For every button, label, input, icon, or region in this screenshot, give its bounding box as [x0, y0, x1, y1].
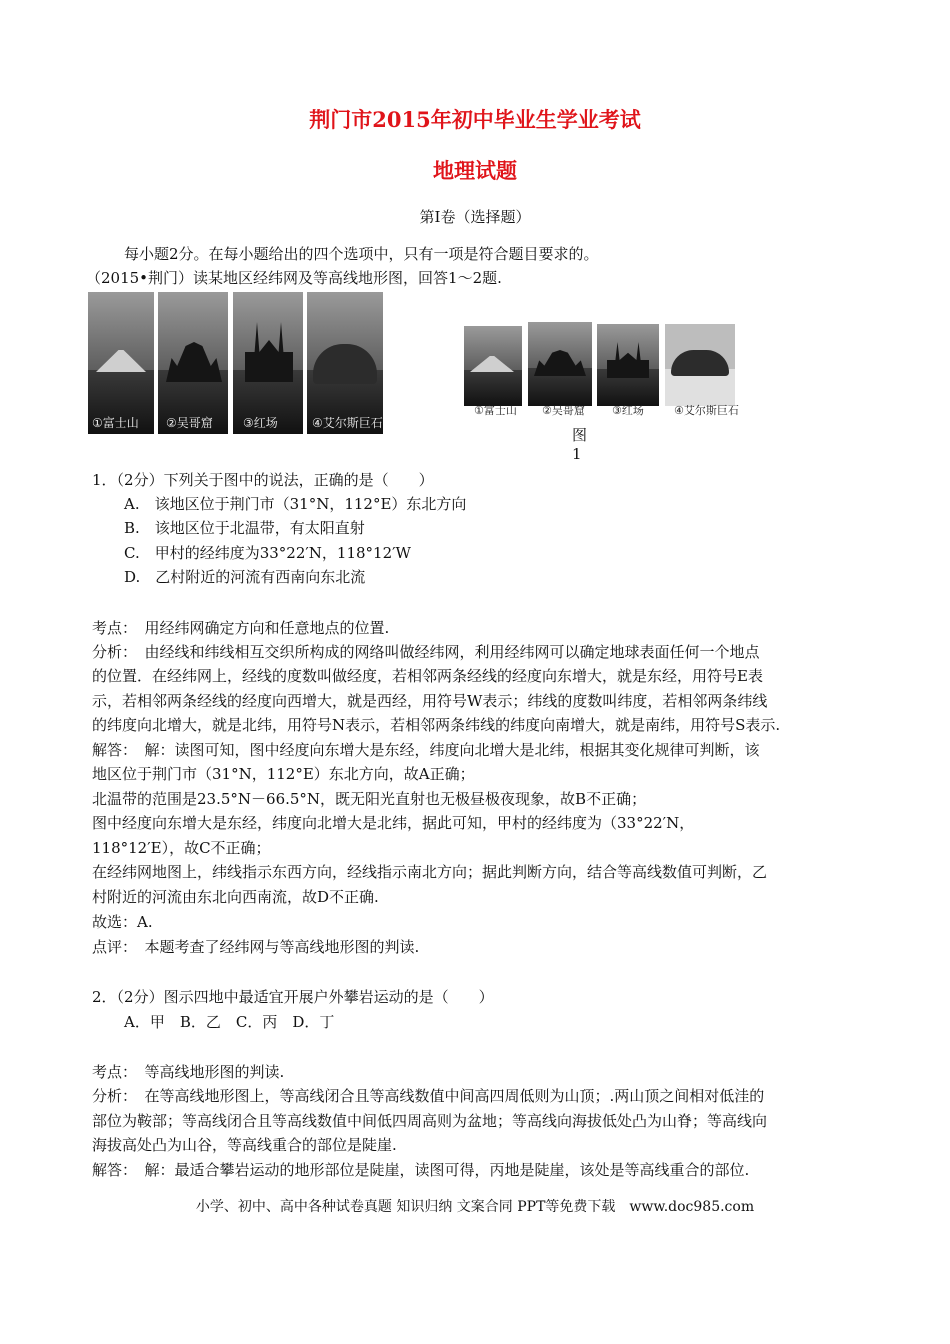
photo-uluru: [307, 292, 383, 434]
photo-angkor: [158, 292, 228, 434]
q1-answer-6: 在经纬网地图上，纬线指示东西方向，经线指示南北方向；据此判断方向，结合等高线数值可判断，乙: [92, 863, 768, 881]
photo-angkor-small: [528, 322, 592, 406]
caption-angkor-small: ②吴哥窟: [542, 404, 585, 417]
caption-red-square: ③红场: [243, 416, 278, 430]
figure-label: 图1: [572, 426, 588, 463]
q1-analysis-2: 的位置．在经纬网上，经线的度数叫做经度，若相邻两条经线的经度向东增大，就是东经，用符号E表: [92, 667, 763, 685]
section-heading: 第Ⅰ卷（选择题）: [419, 208, 531, 226]
q1-kaodian: 考点： 用经纬网确定方向和任意地点的位置.: [92, 619, 390, 637]
q2-analysis-3: 海拔高处凸为山谷，等高线重合的部位是陡崖.: [92, 1136, 397, 1154]
q1-answer-7: 村附近的河流由东北向西南流，故D不正确.: [92, 888, 379, 906]
caption-fuji-small: ①富士山: [474, 404, 517, 417]
caption-fuji: ①富士山: [92, 416, 139, 430]
q2-analysis-2: 部位为鞍部；等高线闭合且等高线数值中间低四周高则为盆地；等高线向海拔低处凸为山脊；等高线向: [92, 1112, 768, 1130]
q2-stem: 2．（2分）图示四地中最适宜开展户外攀岩运动的是（ ）: [92, 988, 494, 1006]
page-footer: 小学、初中、高中各种试卷真题 知识归纳 文案合同 PPT等免费下载 www.doc985.com: [195, 1199, 755, 1215]
q1-analysis-3: 示，若相邻两条经线的经度向西增大，就是西经，用符号W表示；纬线的度数叫纬度，若相邻两条纬线: [92, 692, 768, 710]
caption-red-square-small: ③红场: [612, 404, 644, 417]
photo-uluru-small: [665, 324, 735, 406]
q1-analysis-4: 的纬度向北增大，就是北纬，用符号N表示，若相邻两条纬线的纬度向南增大，就是南纬，用符号S表示.: [92, 716, 781, 734]
q1-option-b: B. 该地区位于北温带，有太阳直射: [124, 519, 365, 537]
photo-red-square-small: [597, 324, 659, 406]
q1-analysis-1: 分析： 由经线和纬线相互交织所构成的网络叫做经纬网，利用经纬网可以确定地球表面任何一个地点: [92, 643, 760, 661]
q1-answer-1: 解答： 解：读图可知，图中经度向东增大是东经，纬度向北增大是北纬，根据其变化规律可判断，该: [92, 741, 760, 759]
q1-option-c: C. 甲村的经纬度为33°22′N，118°12′W: [124, 544, 411, 562]
question-source: （2015•荆门）读某地区经纬网及等高线地形图，回答1～2题.: [86, 269, 502, 287]
q2-analysis-1: 分析： 在等高线地形图上，等高线闭合且等高线数值中间高四周低则为山顶；.两山顶之间相对低洼的: [92, 1087, 765, 1105]
exam-title: 荆门市2015年初中毕业生学业考试: [309, 107, 641, 132]
caption-uluru-small: ④艾尔斯巨石: [674, 404, 739, 417]
caption-angkor: ②吴哥窟: [166, 416, 213, 430]
q1-option-a: A. 该地区位于荆门市（31°N，112°E）东北方向: [124, 495, 467, 513]
q1-stem: 1．（2分）下列关于图中的说法，正确的是（ ）: [92, 471, 434, 489]
q2-kaodian: 考点： 等高线地形图的判读.: [92, 1063, 285, 1081]
q2-answer-1: 解答： 解：最适合攀岩运动的地形部位是陡崖，读图可得，丙地是陡崖，该处是等高线重合的部位.: [92, 1161, 750, 1179]
q1-answer-2: 地区位于荆门市（31°N，112°E）东北方向，故A正确；: [92, 765, 475, 783]
q1-answer-4: 图中经度向东增大是东经，纬度向北增大是北纬，据此可知，甲村的经纬度为（33°22′N，: [92, 814, 695, 832]
q1-answer-5: 118°12′E），故C不正确；: [92, 839, 271, 857]
photo-fuji: [88, 292, 154, 434]
instruction-text: 每小题2分。在每小题给出的四个选项中，只有一项是符合题目要求的。: [124, 245, 599, 263]
q1-comment: 点评： 本题考查了经纬网与等高线地形图的判读.: [92, 938, 420, 956]
photo-red-square: [233, 292, 303, 434]
exam-subtitle: 地理试题: [433, 158, 517, 183]
q1-answer-3: 北温带的范围是23.5°N－66.5°N，既无阳光直射也无极昼极夜现象，故B不正确；: [92, 790, 647, 808]
q1-option-d: D. 乙村附近的河流有西南向东北流: [124, 568, 366, 586]
caption-uluru: ④艾尔斯巨石: [312, 416, 383, 430]
q1-choice: 故选：A.: [92, 913, 153, 931]
q2-options: A．甲 B．乙 C．丙 D．丁: [124, 1013, 335, 1031]
photo-fuji-small: [464, 326, 522, 406]
